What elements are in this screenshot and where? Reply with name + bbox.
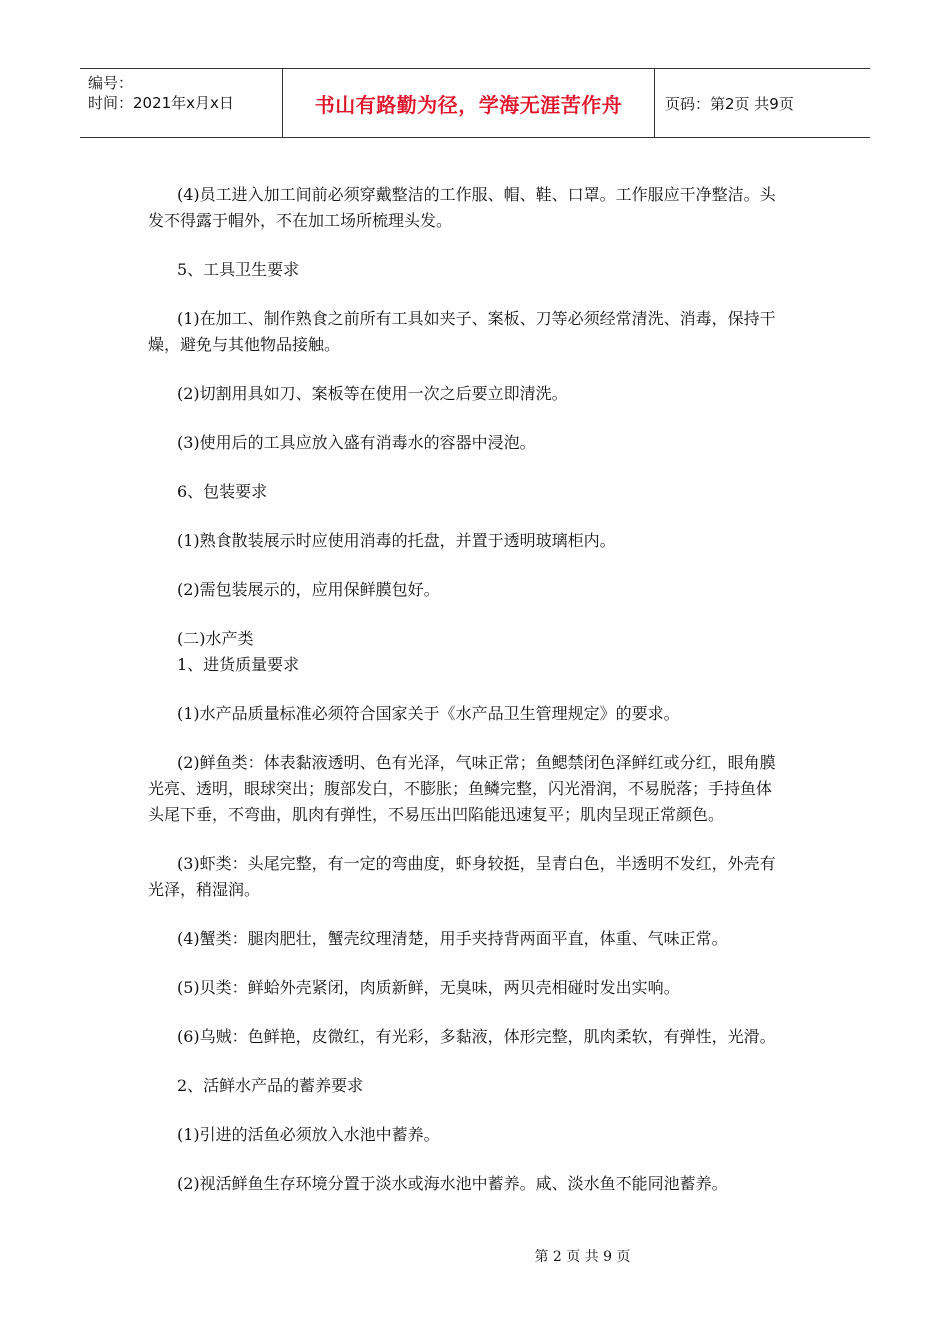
paragraph-continuation: 光泽，稍湿润。 (148, 880, 261, 899)
paragraph (177, 381, 817, 407)
paragraph-line: 6、包装要求 (177, 482, 268, 501)
paragraph (177, 1122, 817, 1148)
paragraph-continuation: 燥，避免与其他物品接触。 (148, 335, 341, 354)
paragraph (148, 182, 817, 234)
paragraph (177, 479, 817, 505)
paragraph-line: 5、工具卫生要求 (177, 260, 300, 279)
paragraph-line: (1)在加工、制作熟食之前所有工具如夹子、案板、刀等必须经常清洗、消毒，保持干 (177, 309, 776, 328)
paragraph (177, 701, 817, 727)
paragraph-line: (3)使用后的工具应放入盛有消毒水的容器中浸泡。 (177, 433, 536, 452)
paragraph-continuation: 发不得露于帽外，不在加工场所梳理头发。 (148, 211, 453, 230)
paragraph-line: (1)熟食散装展示时应使用消毒的托盘，并置于透明玻璃柜内。 (177, 531, 616, 550)
paragraph-line: (1)引进的活鱼必须放入水池中蓄养。 (177, 1125, 440, 1144)
doc-time-label: 时间：2021年x月x日 (88, 94, 234, 112)
paragraph-line: (2)切割用具如刀、案板等在使用一次之后要立即清洗。 (177, 384, 568, 403)
paragraph (177, 926, 817, 952)
paragraph (177, 1024, 817, 1050)
paragraph (177, 626, 817, 652)
paragraph (177, 1073, 817, 1099)
paragraph (148, 306, 817, 358)
paragraph-line: (二)水产类 (177, 629, 254, 648)
paragraph-line: 1、进货质量要求 (177, 655, 300, 674)
paragraph-continuation: 头尾下垂，不弯曲，肌肉有弹性，不易压出凹陷能迅速复平；肌肉呈现正常颜色。 (148, 805, 725, 824)
paragraph-line: (2)需包装展示的，应用保鲜膜包好。 (177, 580, 440, 599)
paragraph (177, 528, 817, 554)
header-meta (80, 69, 282, 137)
header-page-number: 页码：第2页 共9页 (665, 94, 794, 113)
paragraph-line: (4)员工进入加工间前必须穿戴整洁的工作服、帽、鞋、口罩。工作服应干净整洁。头 (177, 185, 776, 204)
paragraph-continuation: 光亮、透明，眼球突出；腹部发白，不膨胀；鱼鳞完整，闪光滑润，不易脱落；手持鱼体 (148, 779, 773, 798)
paragraph-line: (1)水产品质量标准必须符合国家关于《水产品卫生管理规定》的要求。 (177, 704, 680, 723)
page-footer: 第 2 页 共 9 页 (534, 1249, 631, 1265)
doc-number-label: 编号： (88, 74, 134, 92)
document-body (148, 182, 817, 1220)
paragraph (148, 750, 817, 828)
paragraph (177, 975, 817, 1001)
paragraph (177, 257, 817, 283)
paragraph-line: (4)蟹类：腿肉肥壮，蟹壳纹理清楚，用手夹持背两面平直，体重、气味正常。 (177, 929, 728, 948)
paragraph (177, 577, 817, 603)
paragraph-line: (2)视活鲜鱼生存环境分置于淡水或海水池中蓄养。咸、淡水鱼不能同池蓄养。 (177, 1174, 728, 1193)
paragraph-line: 2、活鲜水产品的蓄养要求 (177, 1076, 364, 1095)
paragraph (177, 652, 817, 678)
paragraph-line: (5)贝类：鲜蛤外壳紧闭，肉质新鲜，无臭味，两贝壳相碰时发出实响。 (177, 978, 680, 997)
paragraph (177, 430, 817, 456)
paragraph (148, 851, 817, 903)
page-header (80, 68, 870, 138)
paragraph (177, 1171, 817, 1197)
paragraph-line: (3)虾类：头尾完整，有一定的弯曲度，虾身较挺，呈青白色，半透明不发红，外壳有 (177, 854, 776, 873)
paragraph-line: (2)鲜鱼类：体表黏液透明、色有光泽，气味正常；鱼鳃禁闭色泽鲜红或分红，眼角膜 (177, 753, 776, 772)
paragraph-line: (6)乌贼：色鲜艳，皮微红，有光彩，多黏液，体形完整，肌肉柔软，有弹性，光滑。 (177, 1027, 776, 1046)
header-motto: 书山有路勤为径，学海无涯苦作舟 (282, 69, 655, 137)
